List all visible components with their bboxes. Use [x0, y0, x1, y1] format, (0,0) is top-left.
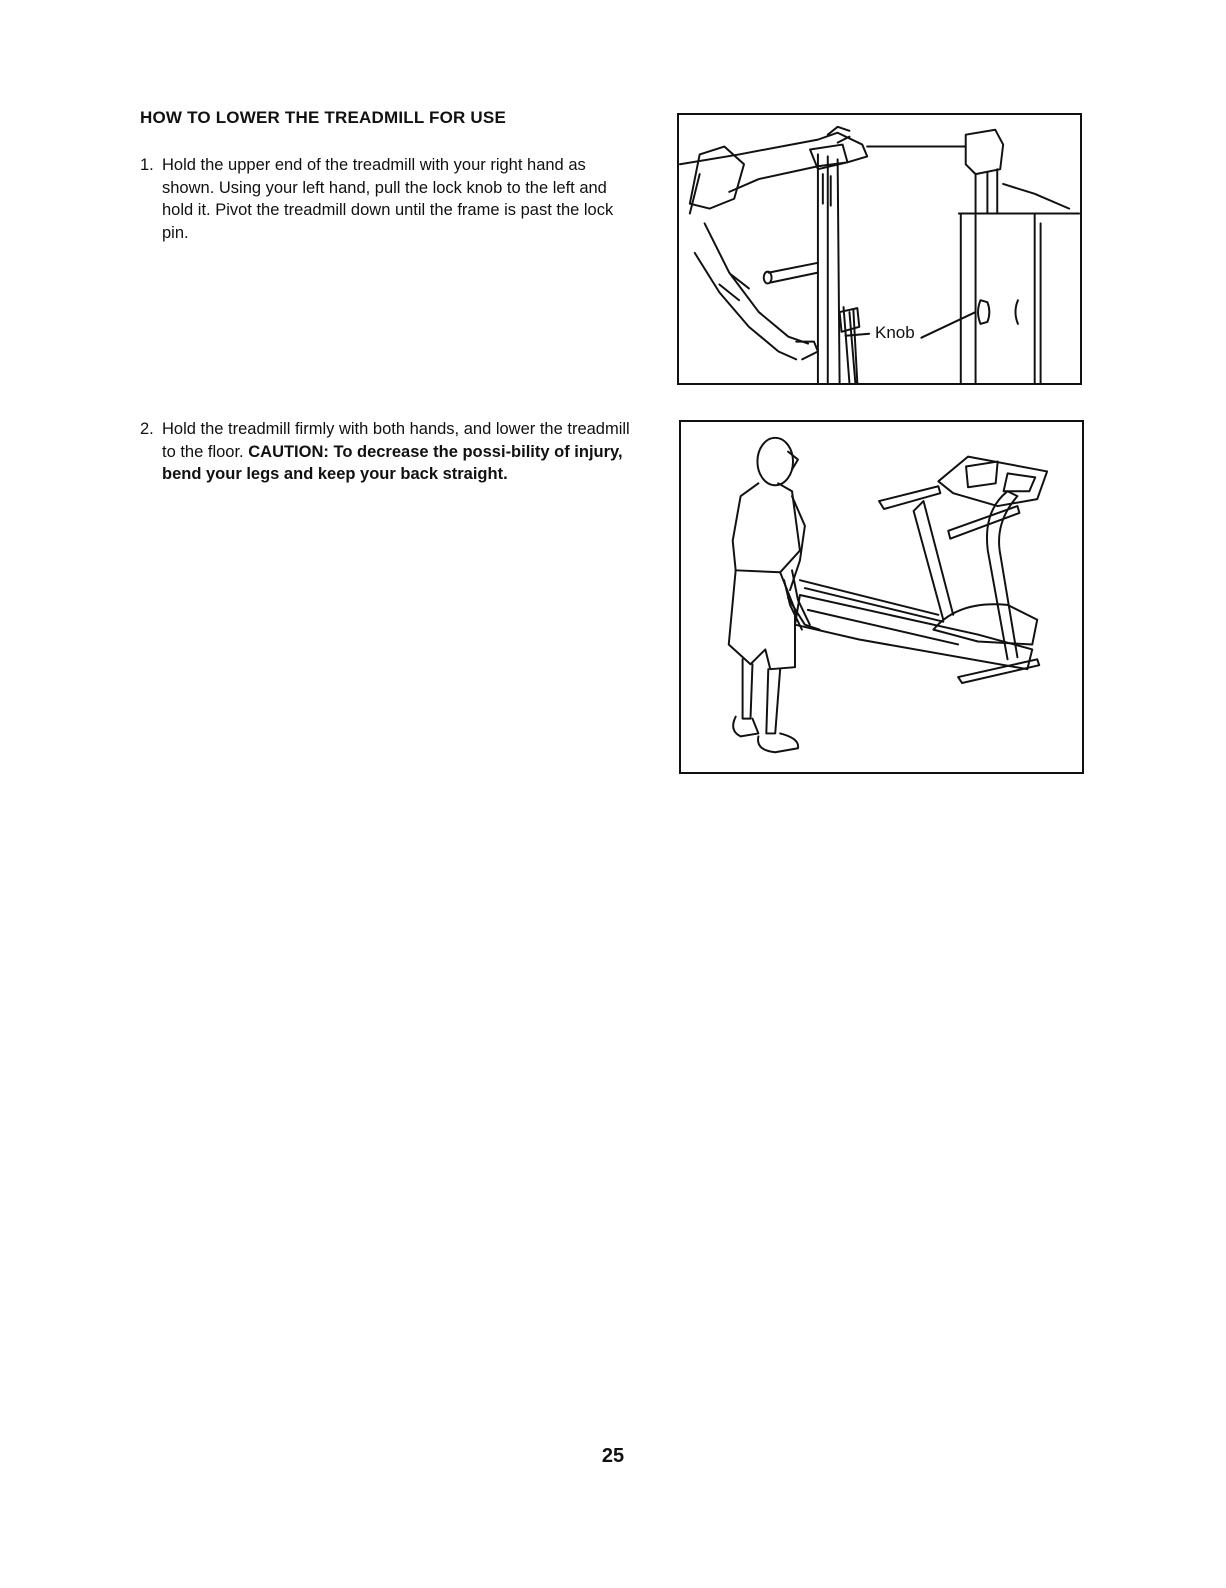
lock-knob-illustration	[677, 113, 1082, 385]
knob-callout-label: Knob	[875, 323, 915, 342]
step-2-paragraph	[162, 418, 640, 486]
section-heading: HOW TO LOWER THE TREADMILL FOR USE	[140, 108, 506, 127]
step-2-number: 2.	[140, 420, 154, 438]
lower-treadmill-drawing	[681, 422, 1082, 772]
step-2	[140, 418, 640, 486]
step-1-number: 1.	[140, 156, 154, 174]
page-number: 25	[601, 1445, 625, 1467]
step-1-text: Hold the upper end of the treadmill with your right hand as shown. Using your left hand, pull the lock knob to the left and hold it. Pivot the treadmill down until the frame is past the lock pin.	[162, 156, 614, 242]
step-2-text: Hold the treadmill firmly with both hands, and lower the treadmill to the floor.	[162, 420, 630, 461]
step-1	[140, 154, 640, 244]
step-2-caution: CAUTION: To decrease the possi-bility of injury, bend your legs and keep your back straight.	[162, 442, 623, 483]
lower-treadmill-illustration	[679, 420, 1084, 774]
